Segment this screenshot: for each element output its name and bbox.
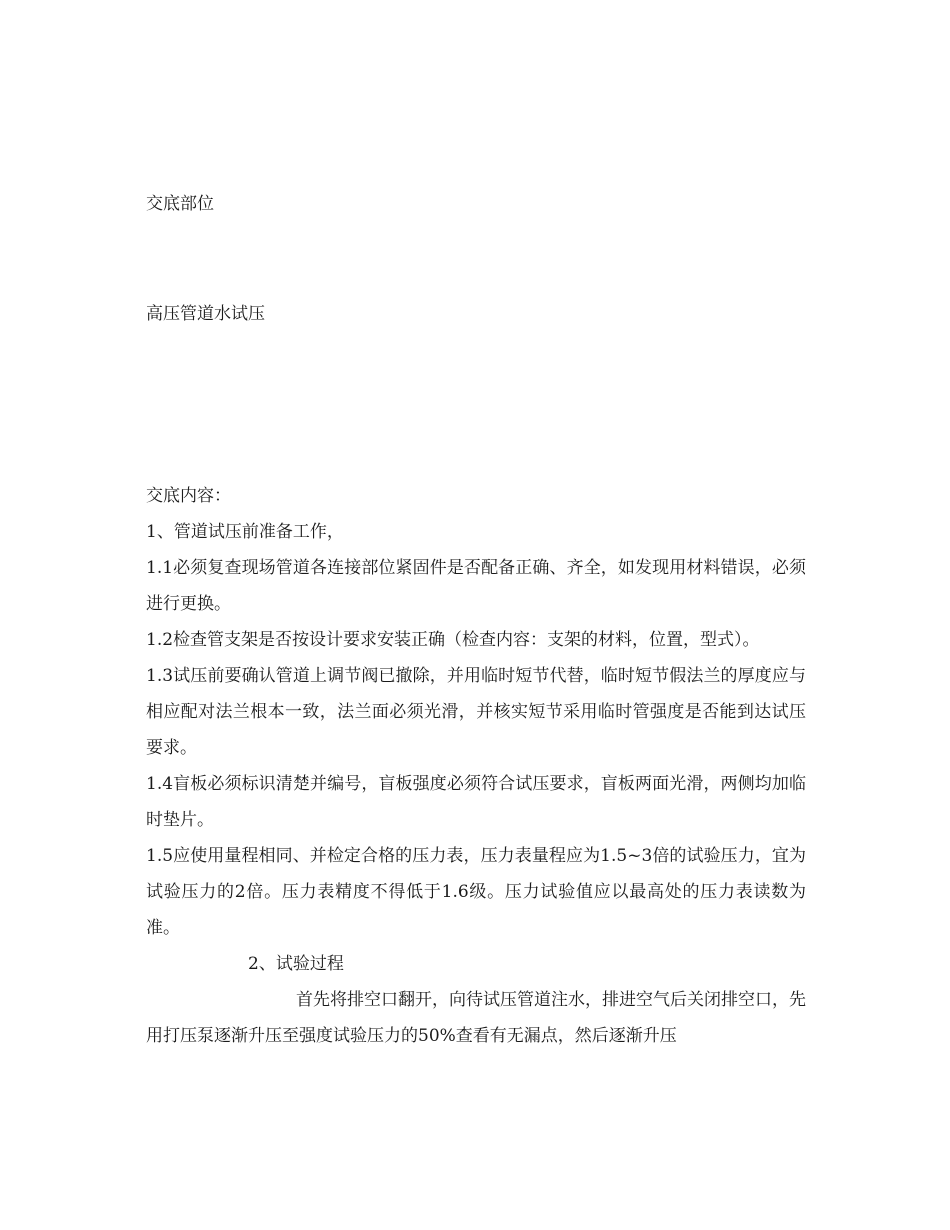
item-1-3: 1.3试压前要确认管道上调节阀已撤除，并用临时短节代替，临时短节假法兰的厚度应与相应配对法兰根本一致，法兰面必须光滑，并核实短节采用临时管强度是否能到达试压要求。 (146, 666, 806, 758)
disclosure-part-label: 交底部位 (146, 194, 214, 214)
item-1-2: 1.2检查管支架是否按设计要求安装正确（检查内容：支架的材料，位置，型式）。 (146, 630, 760, 650)
process-paragraph: 首先将排空口翻开，向待试压管道注水，排进空气后关闭排空口，先用打压泵逐渐升压至强度试验压力的50%查看有无漏点，然后逐渐升压 (146, 990, 806, 1046)
content-heading: 交底内容： (146, 486, 231, 506)
disclosure-content (146, 478, 806, 1054)
section-2-title: 2、试验过程 (248, 954, 344, 974)
section-1-title: 1、管道试压前准备工作， (146, 522, 344, 542)
item-1-1: 1.1必须复查现场管道各连接部位紧固件是否配备正确、齐全，如发现用材料错误，必须进行更换。 (146, 558, 806, 614)
item-1-5: 1.5应使用量程相同、并检定合格的压力表，压力表量程应为1.5~3倍的试验压力，宜为试验压力的2倍。压力表精度不得低于1.6级。压力试验值应以最高处的压力表读数为准。 (146, 846, 806, 938)
disclosure-part-value: 高压管道水试压 (146, 304, 265, 324)
item-1-4: 1.4盲板必须标识清楚并编号，盲板强度必须符合试压要求，盲板两面光滑，两侧均加临时垫片。 (146, 774, 806, 830)
